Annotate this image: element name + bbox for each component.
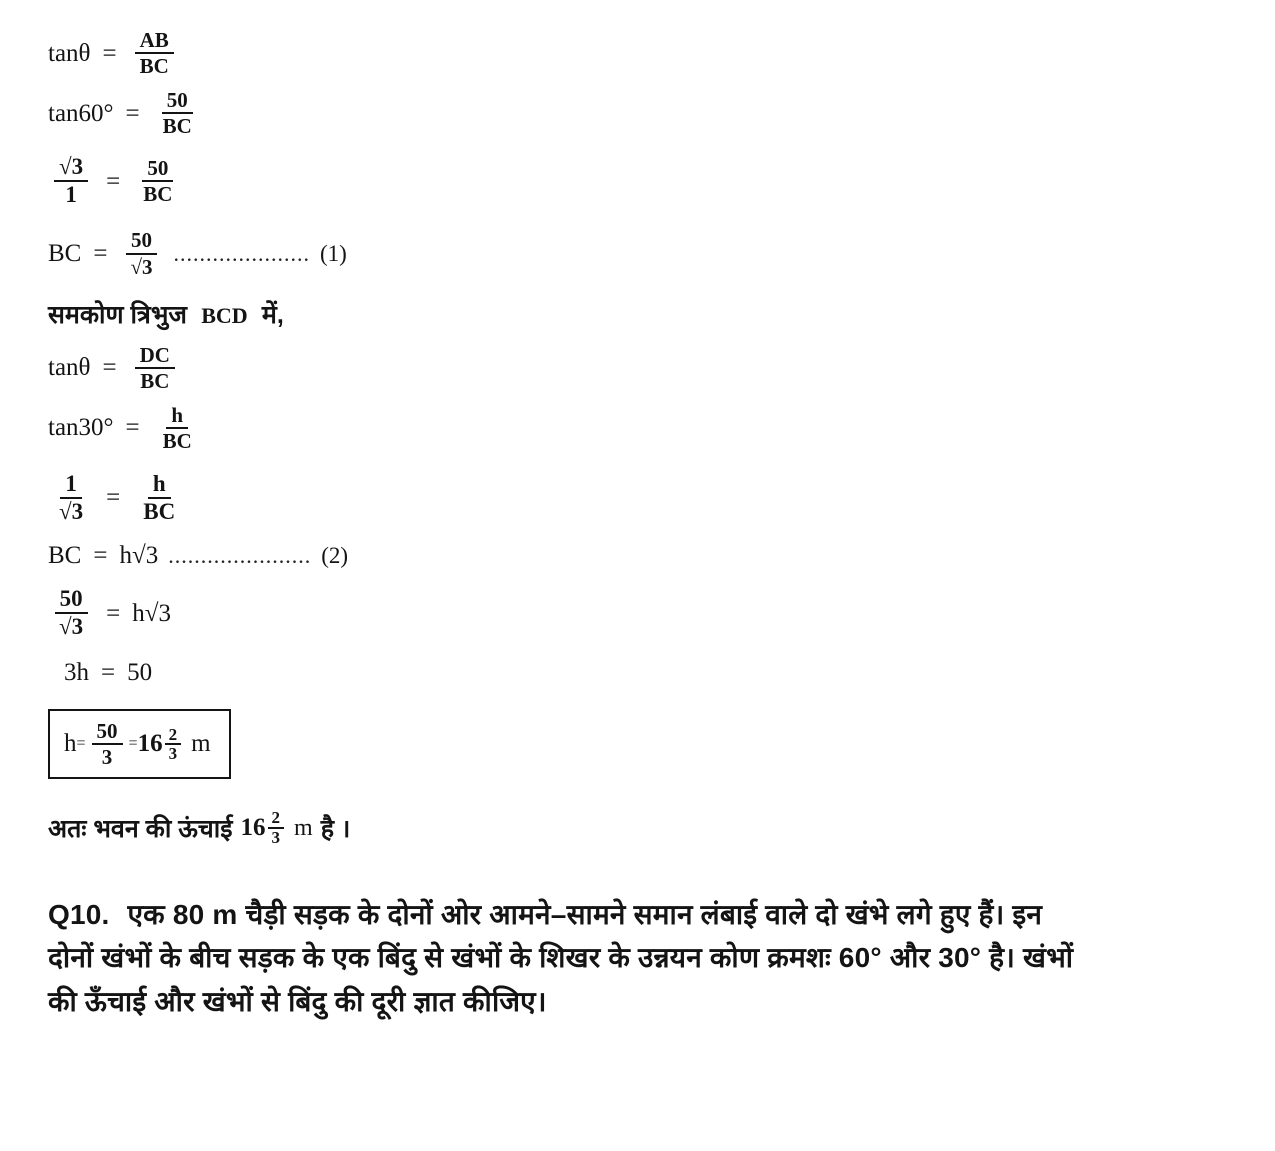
math-lhs: 3h (64, 659, 89, 687)
mixed-whole: 16 (137, 730, 163, 758)
math-line-tan30-h-bc (48, 403, 1235, 453)
fraction-ab-over-bc (135, 28, 174, 78)
fraction-numerator: AB (135, 28, 174, 54)
fraction-numerator: 2 (268, 809, 285, 829)
fraction-numerator: 2 (165, 726, 182, 746)
fraction-dc-over-bc (135, 343, 175, 393)
math-lhs: tan60° (48, 99, 114, 127)
fraction-denominator: 1 (65, 182, 77, 208)
math-lhs: BC (48, 542, 82, 570)
leader-dots: ..................... (173, 240, 310, 266)
subheading-triangle-label: BCD (201, 302, 248, 328)
math-line-one-over-root3-equals-h-bc (48, 471, 1235, 525)
math-lhs: tanθ (48, 39, 91, 67)
equals-sign: = (76, 735, 86, 753)
fraction-numerator: 50 (126, 228, 157, 254)
fraction-50-over-root3 (125, 228, 157, 278)
equals-sign: = (102, 354, 117, 382)
mixed-number-16-2-3 (241, 809, 287, 847)
fraction-50-over-3 (92, 719, 123, 769)
question-text: एक 80 m चैड़ी सड़क के दोनों ओर आमने–सामने समान लंबाई वाले दो खंभे लगे हुए हैं। इन दोनों खंभों के बीच सड़क के एक बिंदु से खंभों के शिखर के उन्नयन कोण क्रमशः 60° और 30° है। खंभों की ऊँचाई और खंभों से बिंदु की दूरी ज्ञात कीजिए। (48, 899, 1074, 1017)
fraction-denominator: 3 (101, 745, 113, 770)
fraction-denominator: √3 (130, 254, 153, 279)
math-rhs: 50 (127, 659, 153, 687)
mixed-fraction (268, 809, 285, 847)
math-lhs: tanθ (48, 354, 91, 382)
fraction-50-over-root3 (54, 586, 88, 640)
answer-unit: m (191, 730, 211, 758)
fraction-denominator: √3 (59, 498, 84, 524)
equation-tag-2: (2) (321, 543, 349, 569)
math-line-bc-equals-50-root3 (48, 228, 1235, 278)
fraction-numerator: 50 (142, 156, 173, 182)
fraction-numerator: √3 (54, 154, 88, 182)
answer-variable: h (64, 730, 77, 758)
math-line-50-root3-equals-h-root3 (48, 586, 1235, 640)
equals-sign: = (106, 599, 121, 627)
subheading-right-triangle-bcd (48, 297, 1235, 331)
fraction-50-over-bc (138, 156, 177, 206)
fraction-numerator: h (148, 471, 171, 499)
equals-sign: = (128, 735, 138, 753)
equals-sign: = (93, 240, 108, 268)
fraction-50-over-bc (158, 88, 197, 138)
equals-sign: = (106, 167, 121, 195)
subheading-hindi-before: समकोण त्रिभुज (48, 300, 187, 329)
conclusion-unit: m (294, 814, 313, 841)
boxed-answer (48, 709, 231, 779)
fraction-numerator: DC (135, 343, 175, 369)
conclusion-sentence (48, 809, 1235, 847)
equals-sign: = (102, 39, 117, 67)
fraction-root3-over-1 (54, 154, 88, 208)
fraction-denominator: BC (139, 54, 169, 79)
question-block (48, 893, 1078, 1023)
fraction-numerator: h (166, 403, 188, 429)
equals-sign: = (93, 542, 108, 570)
leader-dots: ...................... (168, 542, 312, 568)
fraction-denominator: BC (162, 114, 192, 139)
math-line-tan-theta-ab-bc (48, 28, 1235, 78)
math-lhs: BC (48, 240, 82, 268)
subheading-hindi-after: में, (261, 300, 284, 329)
math-rhs: h√3 (119, 542, 159, 570)
equals-sign: = (101, 659, 116, 687)
math-lhs: tan30° (48, 414, 114, 442)
mixed-whole: 16 (240, 814, 266, 842)
fraction-1-over-root3 (54, 471, 88, 525)
mixed-fraction (165, 726, 182, 764)
conclusion-text-after: है । (320, 815, 351, 844)
fraction-denominator: BC (140, 368, 170, 393)
fraction-numerator: 50 (55, 586, 88, 614)
math-line-tan-theta-dc-bc (48, 343, 1235, 393)
fraction-numerator: 50 (92, 719, 123, 745)
fraction-h-over-bc (138, 471, 180, 525)
fraction-numerator: 1 (60, 471, 82, 499)
equation-tag-1: (1) (320, 241, 347, 267)
math-line-bc-equals-h-root3 (48, 543, 1235, 568)
equals-sign: = (106, 484, 121, 512)
fraction-numerator: 50 (162, 88, 193, 114)
fraction-denominator: 3 (168, 744, 178, 764)
equals-sign: = (125, 99, 140, 127)
math-line-root3-over-1-equals-50-bc (48, 154, 1235, 208)
fraction-denominator: 3 (271, 828, 281, 848)
mixed-number-16-2-3 (138, 726, 184, 764)
fraction-denominator: √3 (59, 614, 84, 640)
math-line-tan60-50-bc (48, 88, 1235, 138)
fraction-denominator: BC (143, 498, 176, 524)
conclusion-text-before: अतः भवन की ऊंचाई (48, 815, 233, 844)
math-rhs: h√3 (132, 599, 171, 627)
question-number: Q10. (48, 899, 110, 931)
fraction-denominator: BC (162, 428, 192, 453)
math-line-3h-equals-50 (64, 660, 1235, 685)
fraction-h-over-bc (158, 403, 197, 453)
equals-sign: = (125, 414, 140, 442)
fraction-denominator: BC (143, 182, 173, 207)
